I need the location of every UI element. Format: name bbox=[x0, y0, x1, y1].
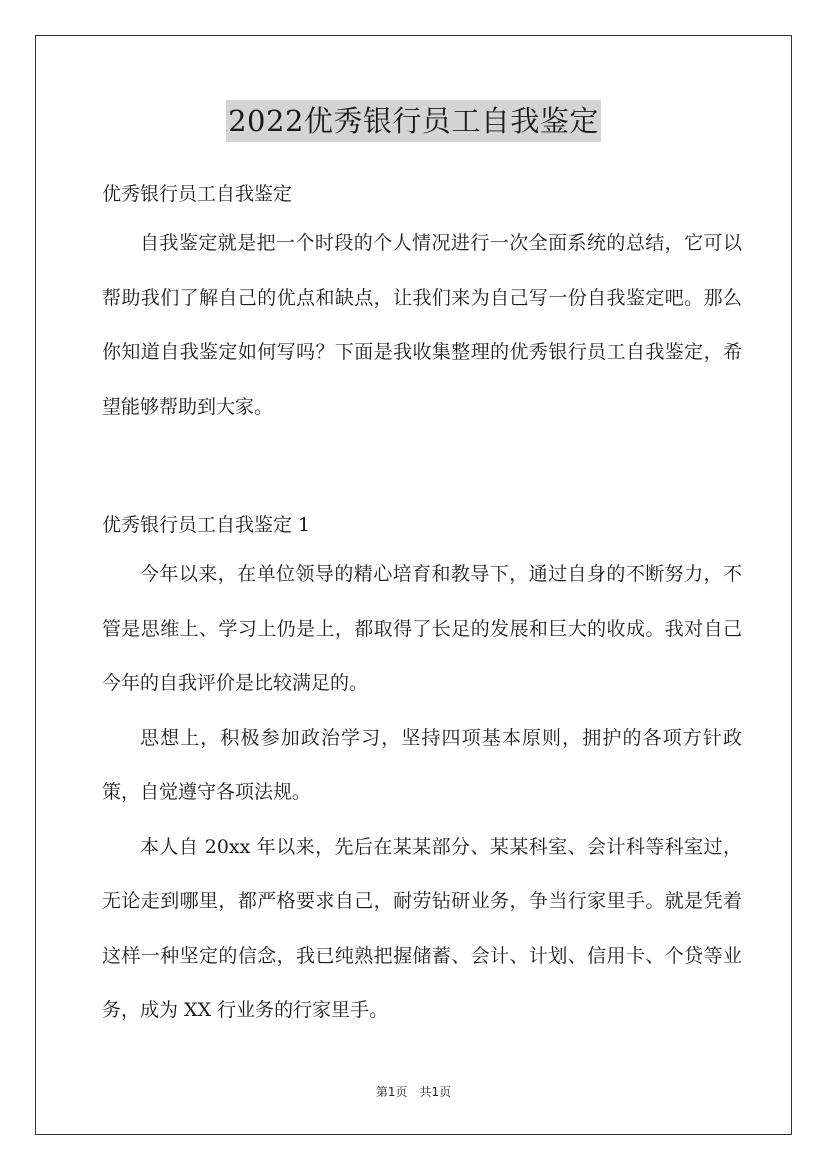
intro-paragraph: 自我鉴定就是把一个时段的个人情况进行一次全面系统的总结，它可以帮助我们了解自己的优点和缺点，让我们来为自己写一份自我鉴定吧。那么你知道自我鉴定如何写吗？下面是我收集整理的优秀银行员工自我鉴定，希望能够帮助到大家。 bbox=[102, 232, 742, 418]
title-container bbox=[0, 100, 827, 142]
section1-paragraph: 今年以来，在单位领导的精心培育和教导下，通过自身的不断努力，不管是思维上、学习上仍是上，都取得了长足的发展和巨大的收成。我对自己今年的自我评价是比较满足的。 bbox=[102, 563, 742, 694]
document-body bbox=[102, 173, 742, 1038]
section1-paragraph: 思想上，积极参加政治学习，坚持四项基本原则，拥护的各项方针政策，自觉遵守各项法规。 bbox=[102, 726, 742, 803]
page-number: 第1页 bbox=[375, 1085, 408, 1099]
intro-heading: 优秀银行员工自我鉴定 bbox=[102, 183, 293, 205]
page-footer bbox=[0, 1083, 827, 1100]
document-title: 2022优秀银行员工自我鉴定 bbox=[226, 100, 601, 142]
section1-heading: 优秀银行员工自我鉴定 1 bbox=[102, 514, 311, 536]
page-total: 共1页 bbox=[419, 1085, 452, 1099]
section-gap bbox=[102, 434, 742, 504]
section1-paragraph: 本人自 20xx 年以来，先后在某某部分、某某科室、会计科等科室过，无论走到哪里，都严格要求自己，耐劳钻研业务，争当行家里手。就是凭着这样一种坚定的信念，我已纯熟把握储蓄、会计、计划、信用卡、个贷等业务，成为 XX 行业务的行家里手。 bbox=[102, 835, 742, 1021]
